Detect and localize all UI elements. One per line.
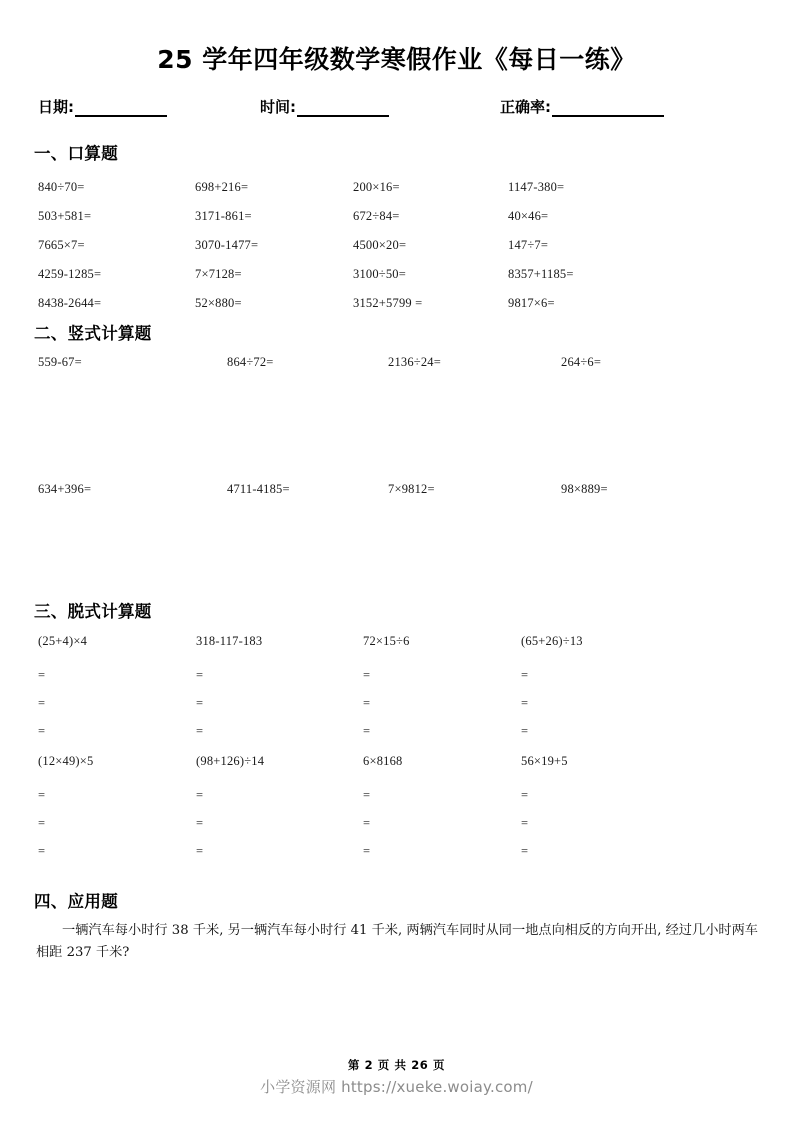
oral-problem: 3152+5799 = <box>353 296 423 310</box>
oral-problem: 503+581= <box>38 209 92 223</box>
stepwise-equals-line: = <box>196 816 204 830</box>
oral-problem: 3070-1477= <box>195 238 259 252</box>
vertical-problem: 2136÷24= <box>388 355 442 369</box>
stepwise-expression: (12×49)×5 <box>38 754 94 768</box>
stepwise-equals-line: = <box>363 668 371 682</box>
stepwise-expression: 56×19+5 <box>521 754 568 768</box>
vertical-problem: 4711-4185= <box>227 482 290 496</box>
vertical-problem: 634+396= <box>38 482 92 496</box>
section-header-oral: 一、口算题 <box>34 144 118 163</box>
stepwise-equals-line: = <box>38 668 46 682</box>
vertical-problem: 98×889= <box>561 482 608 496</box>
oral-problem: 9817×6= <box>508 296 555 310</box>
watermark: 小学资源网 https://xueke.woiay.com/ <box>260 1078 533 1096</box>
stepwise-equals-line: = <box>38 724 46 738</box>
stepwise-equals-line: = <box>521 788 529 802</box>
stepwise-expression: (25+4)×4 <box>38 634 88 648</box>
stepwise-equals-line: = <box>521 844 529 858</box>
stepwise-equals-line: = <box>196 724 204 738</box>
stepwise-equals-line: = <box>363 696 371 710</box>
oral-problem: 7665×7= <box>38 238 85 252</box>
stepwise-equals-line: = <box>363 788 371 802</box>
vertical-problem: 559-67= <box>38 355 82 369</box>
section-header-stepwise: 三、脱式计算题 <box>34 602 152 621</box>
stepwise-expression: (98+126)÷14 <box>196 754 265 768</box>
section-header-vertical: 二、竖式计算题 <box>34 324 152 343</box>
section-header-application: 四、应用题 <box>34 892 118 911</box>
oral-problem: 4500×20= <box>353 238 407 252</box>
oral-problem: 200×16= <box>353 180 400 194</box>
page-title: 25 学年四年级数学寒假作业《每日一练》 <box>157 45 636 74</box>
oral-problem: 7×7128= <box>195 267 242 281</box>
stepwise-equals-line: = <box>196 696 204 710</box>
date-label: 日期: <box>38 98 74 116</box>
oral-problem: 52×880= <box>195 296 242 310</box>
stepwise-equals-line: = <box>521 668 529 682</box>
stepwise-equals-line: = <box>196 668 204 682</box>
stepwise-equals-line: = <box>363 816 371 830</box>
oral-problem: 3100÷50= <box>353 267 407 281</box>
stepwise-expression: (65+26)÷13 <box>521 634 583 648</box>
stepwise-equals-line: = <box>38 816 46 830</box>
oral-problem: 8357+1185= <box>508 267 574 281</box>
oral-problem: 840÷70= <box>38 180 85 194</box>
stepwise-expression: 318-117-183 <box>196 634 263 648</box>
stepwise-equals-line: = <box>363 844 371 858</box>
stepwise-equals-line: = <box>196 844 204 858</box>
stepwise-equals-line: = <box>521 816 529 830</box>
accuracy-label: 正确率: <box>500 98 551 116</box>
stepwise-equals-line: = <box>38 844 46 858</box>
oral-problem: 1147-380= <box>508 180 565 194</box>
stepwise-equals-line: = <box>38 696 46 710</box>
oral-problem: 672÷84= <box>353 209 400 223</box>
vertical-problem: 864÷72= <box>227 355 274 369</box>
vertical-problem: 264÷6= <box>561 355 602 369</box>
vertical-problem: 7×9812= <box>388 482 435 496</box>
stepwise-equals-line: = <box>521 724 529 738</box>
oral-problem: 698+216= <box>195 180 249 194</box>
oral-problem: 4259-1285= <box>38 267 102 281</box>
stepwise-expression: 6×8168 <box>363 754 403 768</box>
oral-problem: 8438-2644= <box>38 296 102 310</box>
oral-problem: 40×46= <box>508 209 549 223</box>
word-problem-text: 一辆汽车每小时行 38 千米, 另一辆汽车每小时行 41 千米, 两辆汽车同时从同一地点向相反的方向开出, 经过几小时两车相距 237 千米? <box>36 923 758 960</box>
oral-problem: 147÷7= <box>508 238 549 252</box>
time-label: 时间: <box>260 98 296 116</box>
oral-problem: 3171-861= <box>195 209 252 223</box>
stepwise-equals-line: = <box>521 696 529 710</box>
stepwise-equals-line: = <box>38 788 46 802</box>
stepwise-expression: 72×15÷6 <box>363 634 410 648</box>
footer-page-number: 第 2 页 共 26 页 <box>347 1058 446 1072</box>
stepwise-equals-line: = <box>363 724 371 738</box>
stepwise-equals-line: = <box>196 788 204 802</box>
